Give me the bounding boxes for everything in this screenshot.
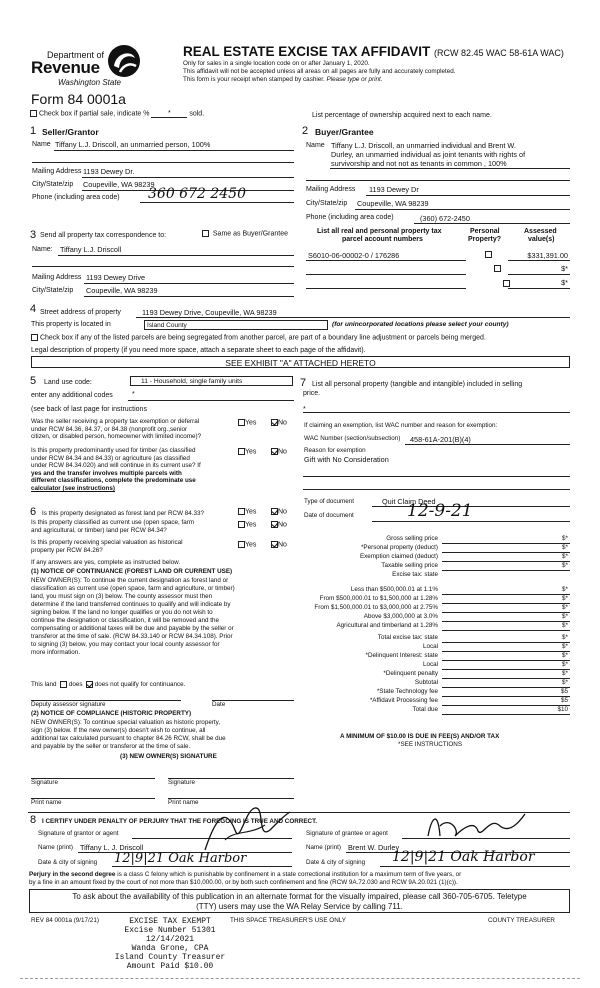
tax-row-value[interactable]: $*: [562, 595, 568, 602]
alternate-format-2: (TTY) users may use the WA Relay Service by calling 711.: [196, 902, 403, 911]
form-title: REAL ESTATE EXCISE TAX AFFIDAVIT (RCW 82.45 WAC 58-61A WAC): [183, 44, 564, 59]
same-as-buyer: Same as Buyer/Grantee: [202, 230, 288, 237]
minimum-fee-note: A MINIMUM OF $10.00 IS DUE IN FEE(S) AND/OR TAX: [340, 733, 500, 740]
correspondence-name[interactable]: Tiffany L.J. Driscoll: [60, 245, 122, 254]
wac-number[interactable]: 458-61A-201(B)(4): [410, 435, 471, 444]
q2-yes: Yes: [238, 448, 256, 455]
buyer-mailing[interactable]: 1193 Dewey Dr: [369, 185, 419, 194]
seller-phone[interactable]: 360 672 2450: [148, 186, 246, 202]
yes-checkbox[interactable]: [238, 541, 245, 548]
perjury-line-1: Perjury in the second degree is a class C felony which is punishable by confinement in a state correctional institution for a maximum term of five years, or: [29, 871, 462, 878]
grantor-signature: [195, 800, 295, 860]
tax-row-value[interactable]: $*: [562, 562, 568, 569]
notice-compliance-title: (2) NOTICE OF COMPLIANCE (HISTORIC PROPERTY): [31, 710, 192, 717]
if-yes-note: If any answers are yes, complete as instructed below.: [31, 559, 181, 566]
parcel-header-1: List all real and personal property tax: [317, 228, 442, 235]
tax-row-value[interactable]: $10: [557, 706, 568, 713]
grantee-name[interactable]: Brent W. Durley: [348, 843, 400, 852]
q-timber-agriculture: Is this property predominantly used for timber (as classified under RCW 84.34 and 84.33) or agriculture (as classified under RCW 84.34.020) and will continue in its current use? If yes and the transfer involves multiple parcels with different classifications, complete the predominate use calculator (see instructions): [31, 447, 201, 492]
section-4-number: 4: [30, 303, 37, 315]
personal-property-label: List all personal property (tangible and intangible) included in selling: [312, 381, 523, 388]
alternate-format-box: [29, 889, 570, 913]
tax-row-value[interactable]: $*: [562, 670, 568, 677]
legal-description-label: Legal description of property (if you need more space, attach a separate sheet to each page of the affidavit).: [31, 347, 366, 354]
tax-row-label: Less than $500,000.01 at 1.1%: [350, 586, 438, 593]
tax-row-value[interactable]: $*: [562, 604, 568, 611]
doc-date[interactable]: 12-9-21: [407, 501, 473, 521]
see-back-note: (see back of last page for instructions: [31, 406, 147, 413]
grantor-date-city[interactable]: 12|9|21 Oak Harbor: [114, 851, 247, 866]
treasurer-use-only: THIS SPACE TREASURER'S USE ONLY: [230, 917, 346, 924]
tax-row-value[interactable]: $*: [562, 613, 568, 620]
q4-yes: Yes: [238, 521, 256, 528]
located-in-label: This property is located in: [31, 321, 111, 328]
q1-yes: Yes: [238, 419, 256, 426]
certify-statement: I CERTIFY UNDER PENALTY OF PERJURY THAT THE FOREGOING IS TRUE AND CORRECT.: [42, 818, 317, 825]
deputy-assessor-label: Deputy assessor signature: [31, 701, 106, 708]
grantor-signature-label: Signature of grantor or agent: [38, 830, 119, 837]
see-instructions-note: *SEE INSTRUCTIONS: [398, 741, 463, 748]
alternate-format-1: To ask about the availability of this publication in an alternate format for the visually impaired, please call 360-705-6705. Teletype: [72, 892, 527, 901]
tax-row-value[interactable]: $*: [562, 553, 568, 560]
q3-no: No: [271, 508, 287, 515]
tax-row-label: *Delinquent Interest: state: [365, 652, 438, 659]
reason-exemption[interactable]: Gift with No Consideration: [304, 455, 389, 464]
tax-correspondence-label: Send all property tax correspondence to:: [40, 232, 167, 239]
q-forest-land: Is this property designated as forest land per RCW 84.33?: [42, 510, 205, 517]
q4-no: No: [271, 521, 287, 528]
yes-checkbox[interactable]: [238, 448, 245, 455]
correspondence-city[interactable]: Coupeville, WA 98239: [86, 286, 158, 295]
grantor-date-label: Date & city of signing: [38, 859, 98, 866]
no-checkbox[interactable]: [271, 521, 278, 528]
tax-row-value[interactable]: $5: [560, 688, 568, 695]
grantor-name-label: Name (print): [38, 844, 73, 851]
section-8-number: 8: [30, 814, 37, 826]
no-checkbox[interactable]: [271, 448, 278, 455]
segregated-checkbox[interactable]: [31, 334, 38, 341]
buyer-heading: Buyer/Grantee: [315, 127, 374, 137]
q5-no: No: [271, 541, 287, 548]
street-address-label: Street address of property: [40, 309, 121, 316]
parcel-header-2: Personal: [470, 228, 500, 235]
new-owner-signature-2: Signature: [168, 779, 195, 786]
land-use-select[interactable]: 11 - Household, single family units: [130, 376, 293, 386]
buyer-name-line-3[interactable]: survivorship and not not as tenants in common , 100%: [331, 159, 507, 168]
seller-city[interactable]: Coupeville, WA 98239: [83, 180, 155, 189]
tax-row-value[interactable]: $*: [562, 661, 568, 668]
buyer-city[interactable]: Coupeville, WA 98239: [357, 199, 429, 208]
tax-row-value[interactable]: $*: [562, 679, 568, 686]
notice-compliance-text: NEW OWNER(S): To continue special valuation as historic property, sign (3) below. If the new owner(s) doesn't wish to continue, all additional tax calculated pursuant to chapter 84.26 RCW, shall be due and payable by the seller or transferor at the time of sale.: [31, 719, 226, 750]
buyer-name-line-1[interactable]: Tiffany L.J. Driscoll, an unmarried individual and Brent W.: [331, 141, 516, 150]
tax-row-label: Local: [422, 643, 438, 650]
tax-row-label: Total excise tax: state: [377, 634, 438, 641]
tax-row-label: Gross selling price: [386, 535, 438, 542]
tax-row-value[interactable]: $*: [562, 643, 568, 650]
tax-row-label: *Delinquent penalty: [383, 670, 438, 677]
personal-property-checkbox[interactable]: [494, 265, 501, 272]
tax-row-value[interactable]: $*: [562, 652, 568, 659]
section-7-number: 7: [300, 377, 307, 389]
correspondence-city-label: City/State/zip: [32, 287, 74, 294]
tax-row-label: Exemption claimed (deduct): [359, 553, 438, 560]
tax-row-label: Agricultural and timberland at 1.28%: [336, 622, 438, 629]
parcel-header-1b: parcel account numbers: [342, 236, 423, 243]
buyer-city-label: City/State/zip: [306, 200, 348, 207]
this-land-row: This land does does not qualify for continuance.: [31, 681, 186, 689]
dor-swirl-icon: [106, 44, 142, 78]
legal-description: SEE EXHIBIT "A" ATTACHED HERETO: [225, 358, 376, 368]
percentage-note: List percentage of ownership acquired next to each name.: [312, 112, 492, 119]
grantee-name-label: Name (print): [306, 844, 341, 851]
partial-sale-percent[interactable]: *: [151, 110, 187, 118]
tax-row-value[interactable]: $*: [562, 544, 568, 551]
assessed-value[interactable]: $331,391.00: [527, 251, 568, 260]
header-note-3: This form is your receipt when stamped by cashier. Please type or print.: [183, 76, 383, 83]
seller-heading: Seller/Grantor: [42, 127, 99, 137]
logo-dept-of: Department of: [47, 50, 105, 60]
logo-washington-state: Washington State: [58, 78, 122, 87]
treasurer-stamp: EXCISE TAX EXEMPT Excise Number 51301 12/14/2021 Wanda Grone, CPA Island County Treasurer Amount Paid $10.00: [114, 917, 226, 971]
tax-row-label: From $500,000.01 to $1,500,000 at 1.28%: [319, 595, 438, 602]
seller-mailing-label: Mailing Address: [32, 168, 82, 175]
additional-codes-label: enter any additional codes: [31, 392, 113, 399]
section-1-number: 1: [30, 125, 37, 137]
q3-yes: Yes: [238, 508, 256, 515]
tax-row-label: Excise tax: state: [392, 571, 438, 578]
correspondence-mailing[interactable]: 1193 Dewey Drive: [86, 273, 146, 282]
yes-checkbox[interactable]: [238, 508, 245, 515]
perjury-line-2: by a fine in an amount fixed by the court of not more than $10,000.00, or by both such confinement and fine (RCW 9A.72.030 and RCW 9A.20.021 (1)(c)).: [29, 879, 458, 886]
parcel-number[interactable]: S6010-06-00002-0 / 176286: [308, 251, 400, 260]
buyer-phone[interactable]: (360) 672-2450: [420, 214, 470, 223]
tax-row-value[interactable]: $*: [562, 622, 568, 629]
form-number: Form 84 0001a: [31, 91, 126, 107]
reason-exemption-label: Reason for exemption: [304, 447, 366, 454]
grantee-date-city[interactable]: 12|9|21 Oak Harbor: [392, 849, 535, 865]
seller-city-label: City/State/zip: [32, 181, 74, 188]
tax-row-label: *Affidavit Processing fee: [369, 697, 438, 704]
q-current-use: Is this property classified as current use (open space, farm and agricultural, or timber) land per RCW 84.34?: [31, 519, 195, 534]
new-owner-print-name-1: Print name: [31, 799, 62, 806]
doc-type-label: Type of document: [304, 498, 355, 505]
section-6-number: 6: [30, 506, 37, 518]
tax-row-label: Local: [422, 661, 438, 668]
correspondence-mailing-label: Mailing Address: [32, 274, 82, 281]
no-checkbox[interactable]: [271, 419, 278, 426]
grantee-signature: [420, 806, 530, 846]
section-5-number: 5: [30, 375, 37, 387]
wac-number-label: WAC Number (section/subsection): [304, 435, 401, 442]
no-checkbox[interactable]: [271, 541, 278, 548]
header-note-1: Only for sales in a single location code on or after January 1, 2020.: [183, 60, 370, 67]
personal-property-value[interactable]: *: [303, 406, 306, 413]
section-2-number: 2: [302, 125, 309, 137]
q-historical: Is this property receiving special valuation as historical property per RCW 84.26?: [31, 539, 183, 554]
buyer-mailing-label: Mailing Address: [306, 186, 356, 193]
notice-continuance-title: (1) NOTICE OF CONTINUANCE (FOREST LAND OR CURRENT USE): [31, 568, 233, 575]
seller-name-label: Name: [32, 141, 51, 148]
personal-property-label-2: price.: [303, 390, 321, 397]
does-not-checkbox[interactable]: [86, 681, 93, 688]
seller-phone-label: Phone (including area code): [32, 194, 120, 201]
q1-no: No: [271, 419, 287, 426]
buyer-name-label: Name: [306, 142, 325, 149]
correspondence-name-label: Name:: [32, 246, 53, 253]
yes-checkbox[interactable]: [238, 521, 245, 528]
grantee-date-label: Date & city of signing: [306, 859, 366, 866]
partial-sale-checkbox[interactable]: [30, 110, 37, 117]
seller-name[interactable]: Tiffany L.J. Driscoll, an unmarried person, 100%: [55, 140, 211, 149]
parcel-header-3: Assessed: [524, 228, 557, 235]
tax-row-label: *State Technology fee: [376, 688, 438, 695]
legal-description-box[interactable]: [31, 356, 570, 368]
doc-type[interactable]: Quit Claim Deed: [382, 497, 436, 506]
doc-date-label: Date of document: [304, 512, 354, 519]
new-owner-print-name-2: Print name: [168, 799, 199, 806]
assessed-value[interactable]: $*: [561, 278, 568, 287]
q-exemption-deferral: Was the seller receiving a property tax exemption or deferral under RCW 84.36, 84.37, or 84.38 (nonprofit org.,senior citizen, or disabled person, homeowner with limited income)?: [31, 418, 202, 441]
tax-row-label: Taxable selling price: [381, 562, 438, 569]
rev-number: REV 84 0001a (9/17/21): [31, 917, 99, 924]
tax-row-label: Total due: [412, 706, 438, 713]
tax-row-label: Above $3,000,000 at 3.0%: [363, 613, 438, 620]
unincorporated-note: (for unincorporated locations please select your county): [332, 321, 509, 328]
partial-sale: Check box if partial sale, indicate % * sold.: [30, 110, 204, 118]
segregated-row: Check box if any of the listed parcels are being segregated from another parcel, are part of a boundary line adjustment or parcels being merged.: [31, 334, 486, 341]
tax-row-label: From $1,500,000.01 to $3,000,000 at 2.75%: [314, 604, 438, 611]
does-checkbox[interactable]: [60, 681, 67, 688]
tax-row-value[interactable]: $*: [562, 535, 568, 542]
county-select[interactable]: Island County: [144, 320, 328, 330]
new-owner-signature-title: (3) NEW OWNER(S) SIGNATURE: [120, 753, 217, 760]
tax-row-value[interactable]: $*: [562, 634, 568, 641]
section-3-number: 3: [30, 229, 37, 241]
same-as-buyer-checkbox[interactable]: [202, 230, 209, 237]
claim-exemption-label: If claiming an exemption, list WAC number and reason for exemption:: [304, 422, 498, 429]
tax-row-label: Subtotal: [414, 679, 438, 686]
header-note-2: This affidavit will not be accepted unless all areas on all pages are fully and accurately completed.: [183, 68, 456, 75]
yes-checkbox[interactable]: [238, 419, 245, 426]
q2-no: No: [271, 448, 287, 455]
q5-yes: Yes: [238, 541, 256, 548]
buyer-name-line-2[interactable]: Durley, an unmarried individual as joint tenants with rights of: [331, 150, 526, 159]
tax-row-label: *Personal property (deduct): [360, 544, 438, 551]
tax-row-value[interactable]: $*: [562, 586, 568, 593]
personal-property-checkbox[interactable]: [485, 251, 492, 258]
assessed-value[interactable]: $*: [561, 264, 568, 273]
seller-mailing[interactable]: 1193 Dewey Dr.: [83, 167, 135, 176]
no-checkbox[interactable]: [271, 508, 278, 515]
deputy-date-label: Date: [212, 701, 226, 708]
form-citation: (RCW 82.45 WAC 58-61A WAC): [434, 48, 564, 58]
new-owner-signature-1: Signature: [31, 779, 58, 786]
county-treasurer: COUNTY TREASURER: [488, 917, 555, 924]
parcel-header-2b: Property?: [468, 236, 502, 243]
grantor-name[interactable]: Tiffany L. J. Driscoll: [80, 843, 144, 852]
property-street[interactable]: 1193 Dewey Drive, Coupeville, WA 98239: [142, 308, 277, 317]
parcel-header-3b: value(s): [528, 236, 555, 243]
grantee-signature-label: Signature of grantee or agent: [306, 830, 388, 837]
tax-row-value[interactable]: $5: [560, 697, 568, 704]
land-use-label: Land use code:: [44, 379, 92, 386]
additional-codes[interactable]: *: [132, 391, 135, 398]
notice-continuance-text: NEW OWNER(S): To continue the current designation as forest land or classification as current use (open space, farm and agriculture, or timber) land, you must sign on (3) below. The county assessor must then determine if the land transferred continues to qualify and will indicate by signing below. If the land no longer qualifies or you do not wish to continue the designation or classification, it will be removed and the compensating or additional taxes will be due and payable by the seller or transferor at the time of sale. (RCW 84.33.140 or RCW 84.34.108). Prior to signing (3) below, you may contact your local county assessor for more information.: [31, 577, 235, 656]
logo-revenue: Revenue: [31, 58, 100, 77]
buyer-phone-label: Phone (including area code): [306, 214, 394, 221]
